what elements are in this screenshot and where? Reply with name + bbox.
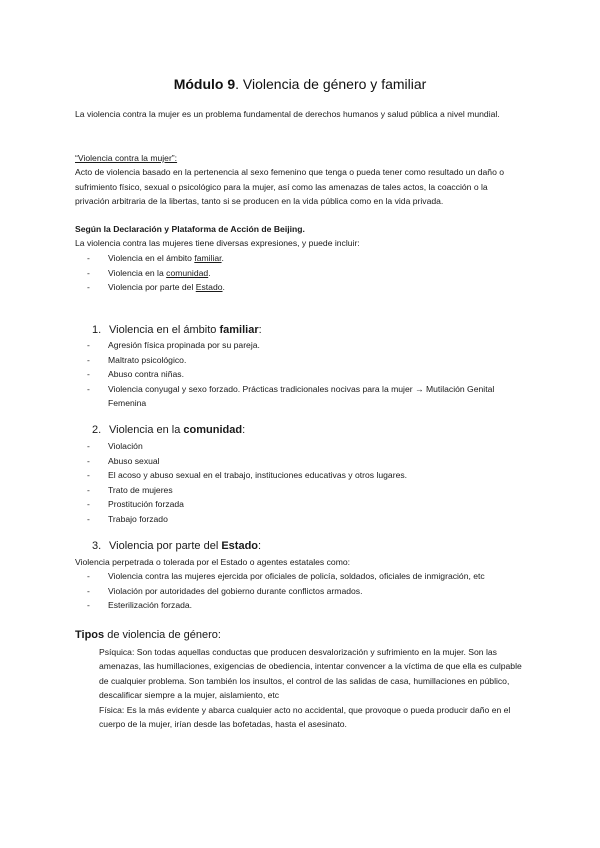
community-violence-list: [87, 439, 528, 526]
page-title: [0, 76, 600, 92]
list-item: - Violencia conyugal y sexo forzado. Prácticas tradicionales nocivas para la mujer → Mutilación Genital Femenina: [87, 382, 528, 411]
title-text: . Violencia de género y familiar: [235, 76, 427, 92]
list-item: - Trato de mujeres: [87, 483, 528, 498]
list-item: - Maltrato psicológico.: [87, 353, 528, 368]
list-item: - Violencia en el ámbito familiar.: [87, 251, 528, 266]
state-lead: Violencia perpetrada o tolerada por el Estado o agentes estatales como:: [75, 557, 351, 567]
list-item: - El acoso y abuso sexual en el trabajo, instituciones educativas y otros lugares.: [87, 468, 528, 483]
types-heading: Tipos de violencia de género:: [75, 629, 221, 641]
definition-paragraph: Acto de violencia basado en la pertenencia al sexo femenino que tenga o pueda tener como resultado un daño o sufrimiento físico, sexual o psicológico para la mujer, así como las amenazas de tales actos, la coacción o la privación arbitraria de la libertas, tanto si se producen en la vida pública como en la vida privada.: [75, 167, 505, 206]
list-item: - Violación: [87, 439, 528, 454]
intro-paragraph: La violencia contra la mujer es un problema fundamental de derechos humanos y salud pública a nivel mundial.: [75, 109, 500, 119]
section-heading-family: 1. Violencia en el ámbito familiar:: [92, 324, 262, 336]
list-item: - Violencia contra las mujeres ejercida por oficiales de policía, soldados, oficiales de inmigración, etc: [87, 569, 528, 584]
list-item: - Agresión física propinada por su pareja.: [87, 338, 528, 353]
section-heading-state: 3. Violencia por parte del Estado:: [92, 540, 262, 552]
section-heading-community: 2. Violencia en la comunidad:: [92, 424, 246, 436]
beijing-lead: La violencia contra las mujeres tiene diversas expresiones, y puede incluir:: [75, 238, 360, 248]
list-item: - Esterilización forzada.: [87, 598, 528, 613]
list-item: - Abuso contra niñas.: [87, 367, 528, 382]
definition-heading: “Violencia contra la mujer”:: [75, 153, 178, 163]
list-item: - Abuso sexual: [87, 454, 528, 469]
title-module: Módulo 9: [173, 76, 236, 92]
beijing-list: [87, 251, 528, 295]
list-item: - Violencia en la comunidad.: [87, 266, 528, 281]
list-item: - Violación por autoridades del gobierno durante conflictos armados.: [87, 584, 528, 599]
beijing-heading: Según la Declaración y Plataforma de Acción de Beijing.: [75, 224, 305, 234]
list-item: - Trabajo forzado: [87, 512, 528, 527]
psychological-violence-paragraph: Psíquica: Son todas aquellas conductas que producen desvalorización y sufrimiento en la mujer. Son las amenazas, las humillaciones, exigencias de obediencia, intentar convencer a la víctima de que ella es culpable de cualquier problema. Son también los insultos, el control de las salidas de casa, humillaciones en público, descalificar siempre a la mujer, aislamiento, etc: [99, 647, 522, 701]
family-violence-list: [87, 338, 528, 411]
state-violence-list: [87, 569, 528, 613]
list-item: - Prostitución forzada: [87, 497, 528, 512]
physical-violence-paragraph: Física: Es la más evidente y abarca cualquier acto no accidental, que provoque o pueda producir daño en el cuerpo de la mujer, irían desde las bofetadas, hasta el asesinato.: [99, 705, 511, 730]
list-item: - Violencia por parte del Estado.: [87, 280, 528, 295]
